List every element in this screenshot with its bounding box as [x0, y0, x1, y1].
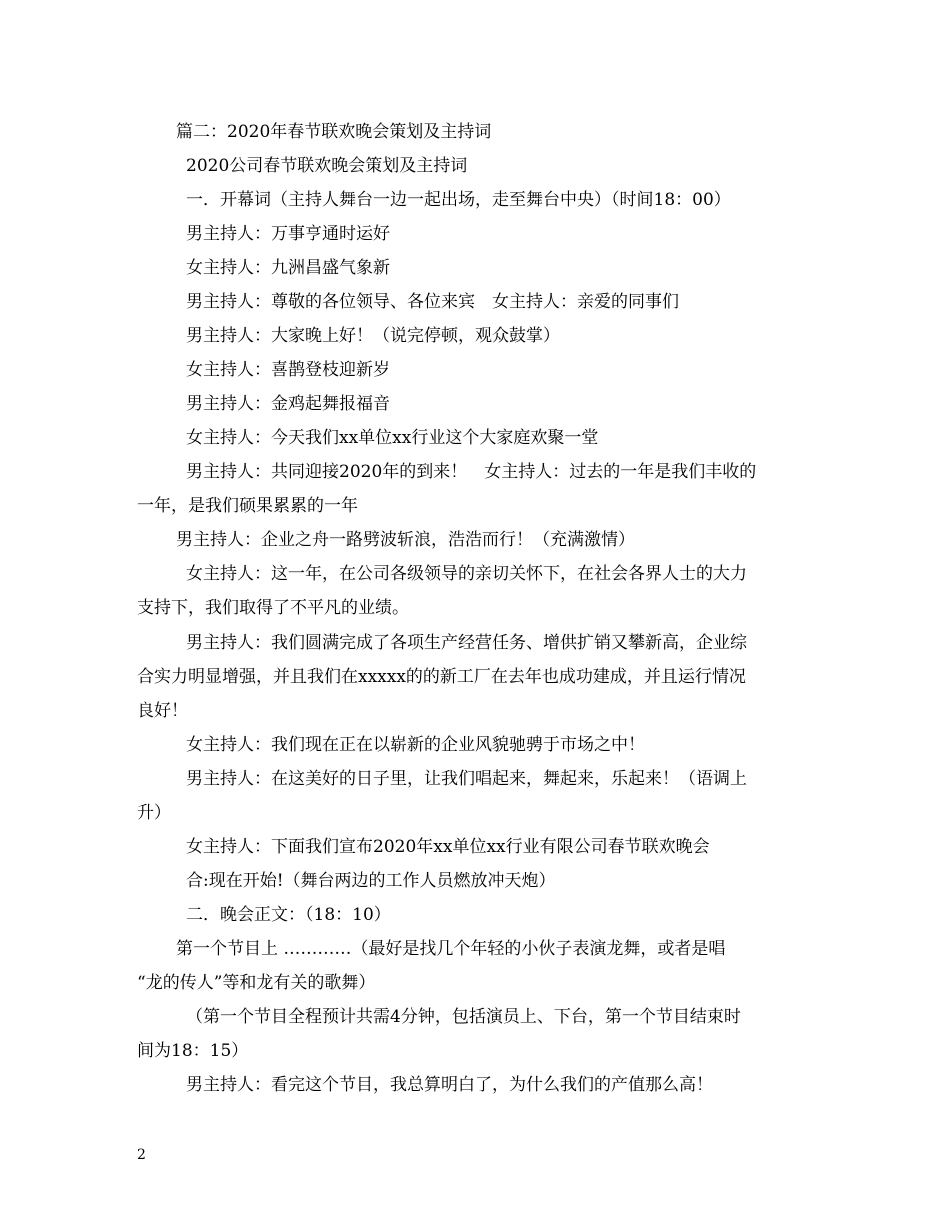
text-line: 一年，是我们硕果累累的一年 [137, 496, 358, 516]
text-line: 升） [137, 803, 171, 823]
text-line: 男主持人：看完这个节目，我总算明白了，为什么我们的产值那么高！ [186, 1075, 713, 1095]
page-number: 2 [137, 1147, 146, 1163]
text-line: 合实力明显增强，并且我们在xxxxx的的新工厂在去年也成功建成，并且运行情况 [137, 667, 746, 687]
text-line: 男主持人：在这美好的日子里，让我们唱起来，舞起来，乐起来！（语调上 [186, 769, 747, 789]
text-line: 女主持人：喜鹊登枝迎新岁 [186, 360, 390, 380]
text-line: 男主持人：万事亨通时运好 [186, 224, 390, 244]
text-line: 男主持人：我们圆满完成了各项生产经营任务、增供扩销又攀新高，企业综 [186, 633, 747, 653]
text-line: 男主持人：尊敬的各位领导、各位来宾 女主持人：亲爱的同事们 [186, 292, 679, 312]
text-line: 男主持人：大家晚上好！（说完停顿，观众鼓掌） [186, 326, 560, 346]
text-line: （第一个节目全程预计共需4分钟，包括演员上、下台，第一个节目结束时 [186, 1007, 741, 1027]
text-line: 合:现在开始!（舞台两边的工作人员燃放冲天炮） [186, 871, 556, 891]
text-line: 二．晚会正文：（18：10） [186, 905, 391, 925]
text-line: 男主持人：企业之舟一路劈波斩浪，浩浩而行！（充满激情） [176, 530, 635, 550]
text-line: 男主持人：共同迎接2020年的到来！ 女主持人：过去的一年是我们丰收的 [186, 462, 757, 482]
text-line: 女主持人：我们现在正在以崭新的企业风貌驰骋于市场之中！ [186, 735, 645, 755]
text-line: “龙的传人”等和龙有关的歌舞） [137, 973, 376, 993]
text-line: 男主持人：金鸡起舞报福音 [186, 394, 390, 414]
text-line: 间为18：15） [137, 1041, 249, 1061]
text-line: 女主持人：今天我们xx单位xx行业这个大家庭欢聚一堂 [186, 428, 599, 448]
text-line: 篇二：2020年春节联欢晚会策划及主持词 [176, 122, 492, 142]
text-line: 女主持人：九洲昌盛气象新 [186, 258, 390, 278]
text-line: 2020公司春节联欢晚会策划及主持词 [186, 156, 468, 176]
text-line: 第一个节目上 …………（最好是找几个年轻的小伙子表演龙舞，或者是唱 [176, 939, 726, 959]
text-line: 一．开幕词（主持人舞台一边一起出场，走至舞台中央）（时间18：00） [186, 190, 731, 210]
text-line: 女主持人：这一年，在公司各级领导的亲切关怀下，在社会各界人士的大力 [186, 564, 747, 584]
text-line: 支持下，我们取得了不平凡的业绩。 [137, 598, 409, 618]
text-line: 良好！ [137, 701, 188, 721]
text-line: 女主持人：下面我们宣布2020年xx单位xx行业有限公司春节联欢晚会 [186, 837, 710, 857]
